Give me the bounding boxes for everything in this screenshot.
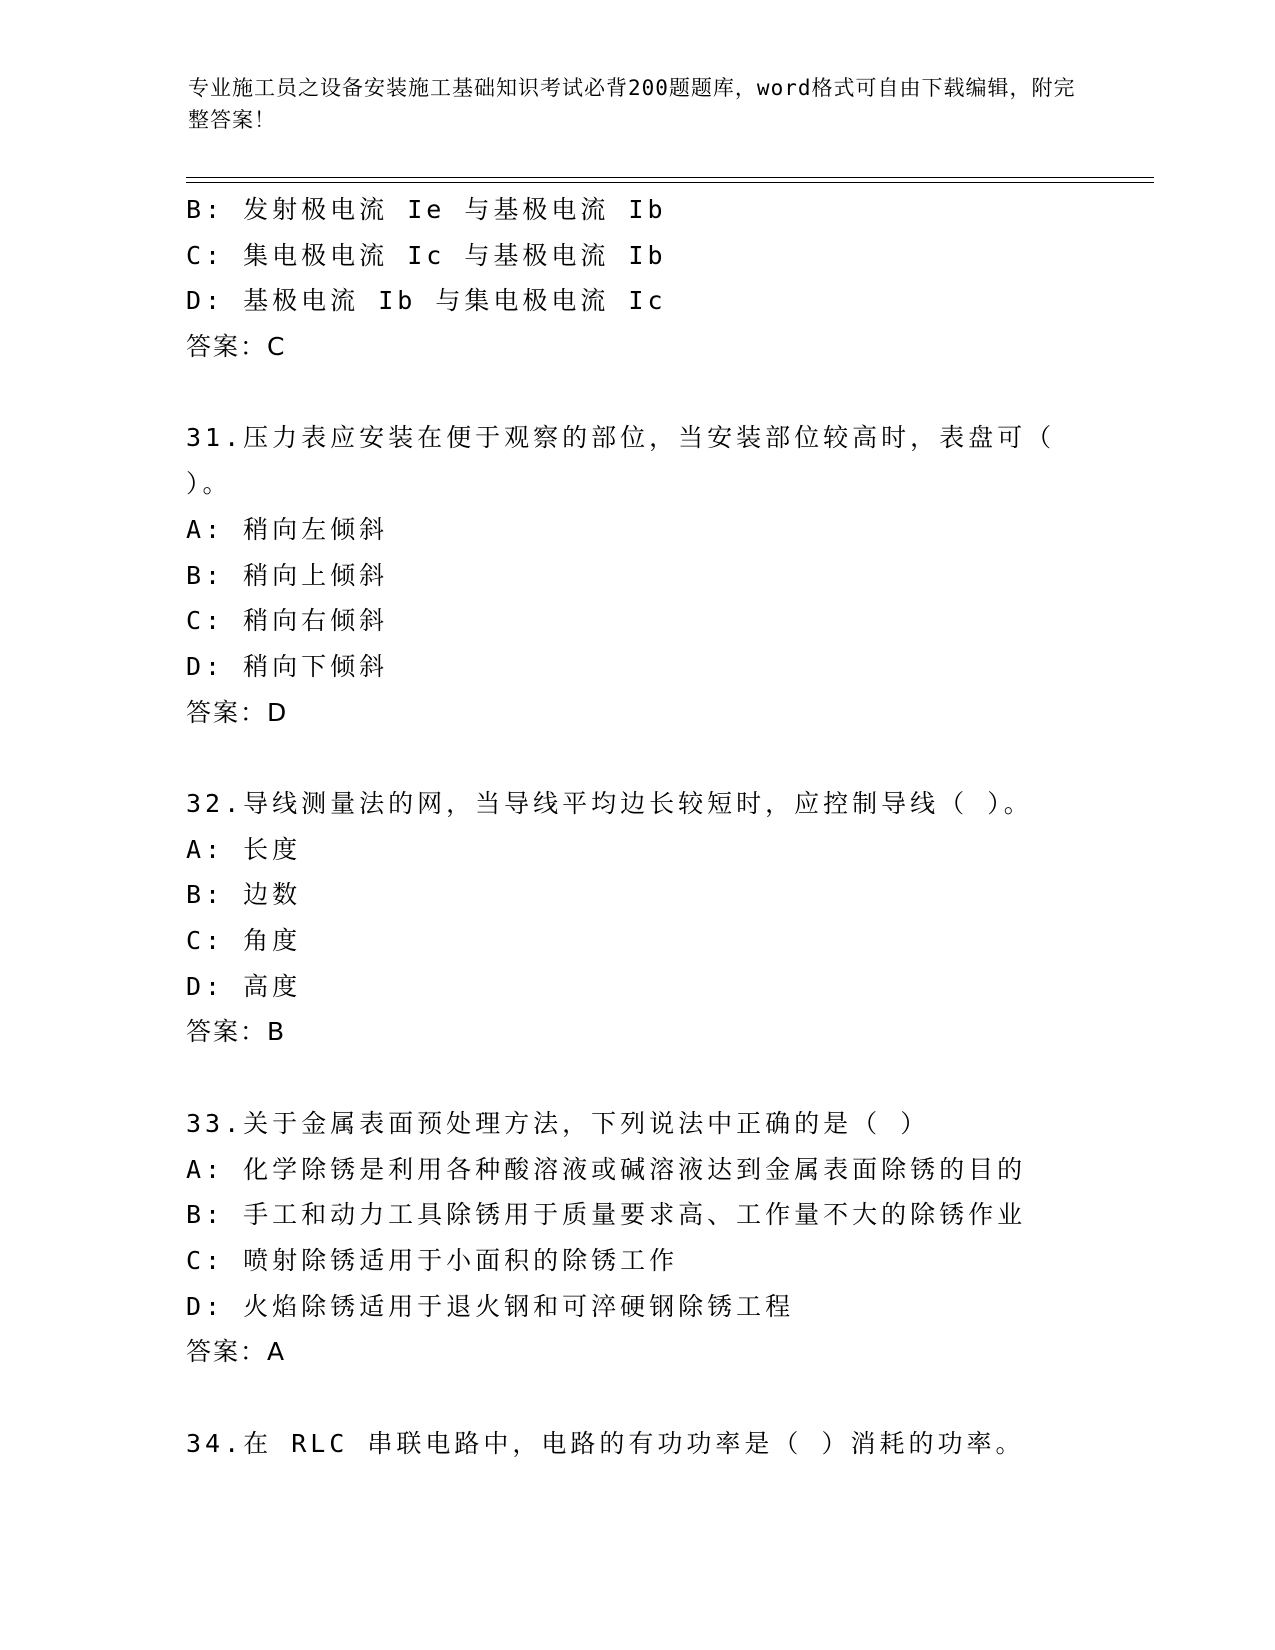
question-32 bbox=[186, 781, 1086, 1055]
question-31 bbox=[186, 415, 1086, 735]
option-c: C: 角度 bbox=[186, 926, 302, 956]
option-a: A: 长度 bbox=[186, 834, 302, 864]
option-b: B: 发射极电流 Ie 与基极电流 Ib bbox=[186, 195, 667, 224]
option-d: D: 稍向下倾斜 bbox=[186, 651, 389, 681]
header-rule-top bbox=[186, 177, 1154, 178]
question-stem: 31.压力表应安装在便于观察的部位，当安装部位较高时，表盘可（ ）。 bbox=[186, 423, 1056, 499]
question-stem: 32.导线测量法的网，当导线平均边长较短时，应控制导线（ ）。 bbox=[186, 788, 1033, 818]
question-stem: 33.关于金属表面预处理方法，下列说法中正确的是（ ） bbox=[186, 1108, 930, 1138]
option-a: A: 化学除锈是利用各种酸溶液或碱溶液达到金属表面除锈的目的 bbox=[186, 1154, 1027, 1184]
option-b: B: 边数 bbox=[186, 880, 302, 910]
answer: 答案：A bbox=[186, 1337, 287, 1367]
option-d: D: 高度 bbox=[186, 971, 302, 1001]
question-list bbox=[186, 187, 1086, 1466]
document-header bbox=[188, 72, 1088, 136]
answer: 答案：D bbox=[186, 697, 289, 727]
spacer bbox=[186, 1375, 1086, 1421]
answer: 答案：C bbox=[186, 332, 287, 362]
question-30-continued bbox=[186, 187, 1086, 370]
document-title: 专业施工员之设备安装施工基础知识考试必背200题题库，word格式可自由下载编辑，附完整答案！ bbox=[188, 76, 1076, 132]
question-stem: 34.在 RLC 串联电路中，电路的有功功率是（ ）消耗的功率。 bbox=[186, 1428, 1025, 1458]
spacer bbox=[186, 735, 1086, 781]
option-c: C: 集电极电流 Ic 与基极电流 Ib bbox=[186, 240, 667, 270]
option-c: C: 喷射除锈适用于小面积的除锈工作 bbox=[186, 1245, 679, 1275]
option-c: C: 稍向右倾斜 bbox=[186, 606, 389, 636]
option-d: D: 火焰除锈适用于退火钢和可淬硬钢除锈工程 bbox=[186, 1291, 795, 1321]
option-a: A: 稍向左倾斜 bbox=[186, 514, 389, 544]
answer: 答案：B bbox=[186, 1017, 287, 1047]
header-rule-bottom bbox=[186, 182, 1154, 183]
question-33 bbox=[186, 1101, 1086, 1375]
spacer bbox=[186, 1055, 1086, 1101]
question-34 bbox=[186, 1421, 1086, 1467]
option-d: D: 基极电流 Ib 与集电极电流 Ic bbox=[186, 286, 667, 316]
option-b: B: 手工和动力工具除锈用于质量要求高、工作量不大的除锈作业 bbox=[186, 1200, 1027, 1230]
spacer bbox=[186, 370, 1086, 416]
option-b: B: 稍向上倾斜 bbox=[186, 560, 389, 590]
